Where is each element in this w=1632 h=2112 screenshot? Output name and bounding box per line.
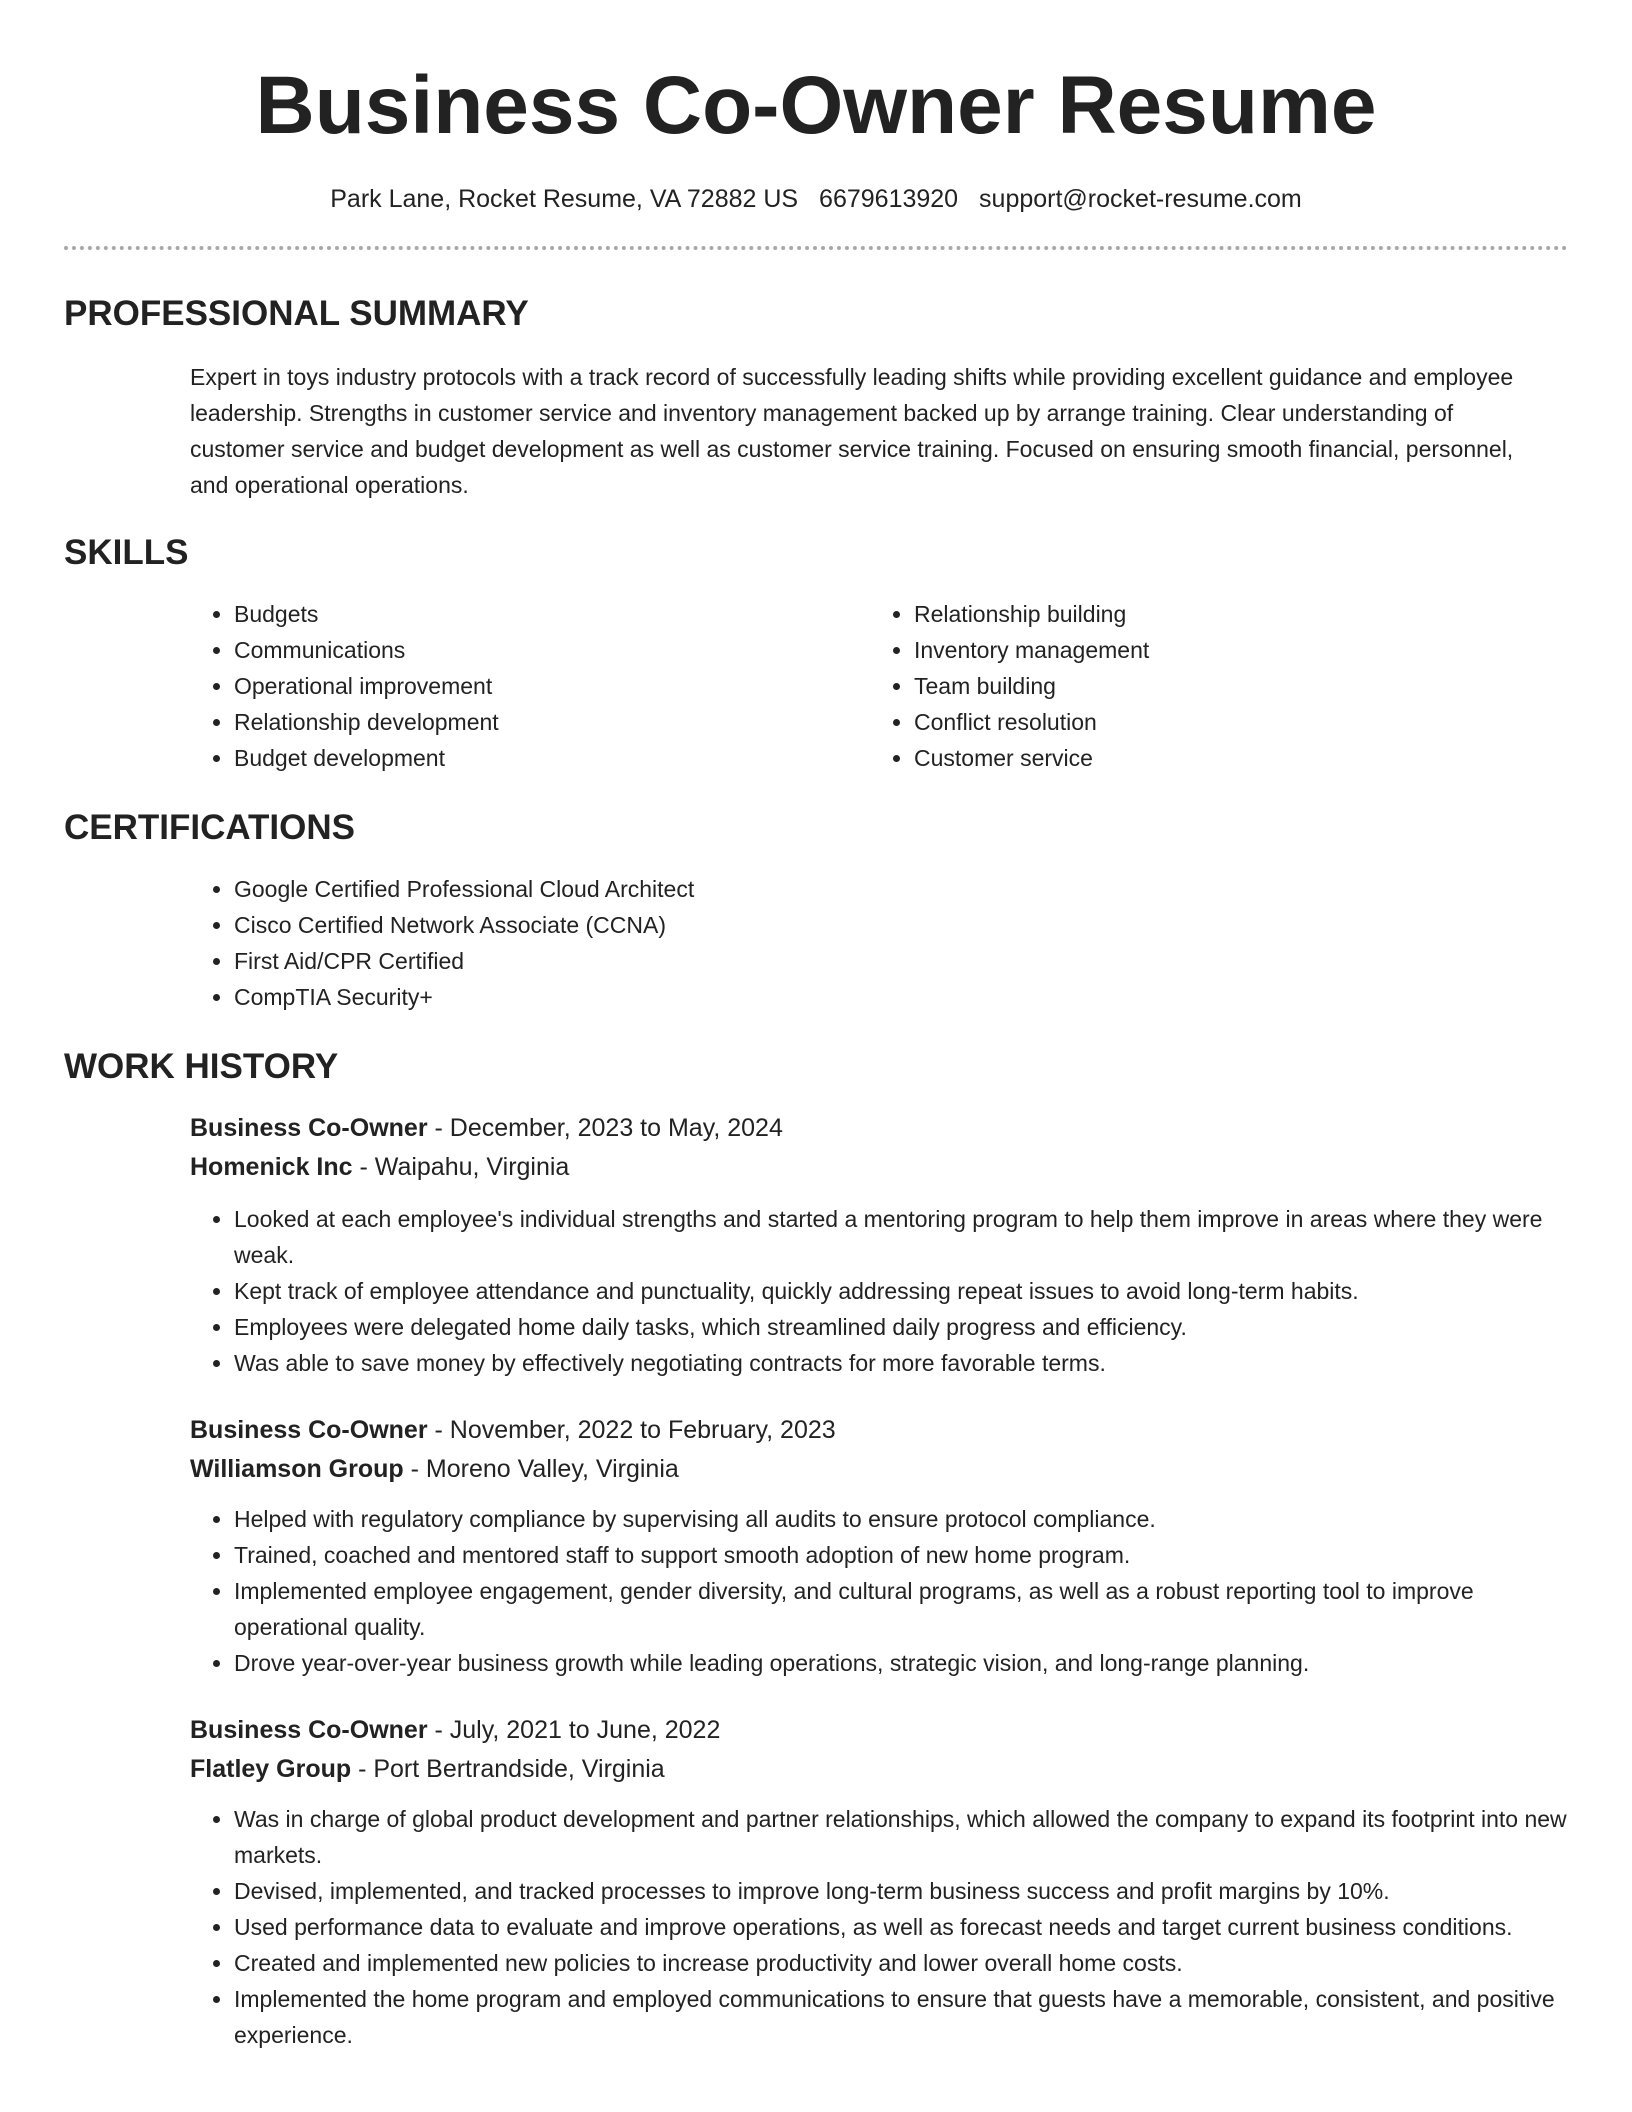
job-entry <box>64 1411 1568 1681</box>
job-duty: • Employees were delegated home daily tasks, which streamlined daily progress and efficiency. <box>234 1309 1568 1345</box>
contact-email: support@rocket-resume.com <box>979 185 1302 213</box>
job-company-line <box>190 1148 1568 1187</box>
skills-heading: SKILLS <box>64 533 189 572</box>
job-duty: • Implemented the home program and employed communications to ensure that guests have a memorable, consistent, and positive experience. <box>234 1981 1568 2053</box>
skill-item: • Operational improvement <box>234 668 870 704</box>
skill-item: • Relationship building <box>914 596 1550 632</box>
skill-item: • Relationship development <box>234 704 870 740</box>
summary-block <box>64 359 1568 503</box>
job-company: Flatley Group <box>190 1755 352 1783</box>
skill-item: • Communications <box>234 632 870 668</box>
job-duties <box>190 1201 1568 1381</box>
summary-heading: PROFESSIONAL SUMMARY <box>64 294 529 333</box>
job-dates: - July, 2021 to June, 2022 <box>427 1716 721 1744</box>
skills-block <box>64 596 1568 776</box>
skill-item: • Conflict resolution <box>914 704 1550 740</box>
certification-item: • Google Certified Professional Cloud Architect <box>234 871 1568 907</box>
resume-title: Business Co-Owner Resume <box>255 60 1377 151</box>
header-divider <box>64 246 1568 250</box>
job-company-line <box>190 1450 1568 1489</box>
job-title: Business Co-Owner <box>190 1416 428 1444</box>
job-title: Business Co-Owner <box>190 1114 428 1142</box>
job-entry <box>64 1711 1568 2053</box>
job-duty: • Was able to save money by effectively negotiating contracts for more favorable terms. <box>234 1345 1568 1381</box>
certification-item: • Cisco Certified Network Associate (CCNA) <box>234 907 1568 943</box>
job-duty: • Implemented employee engagement, gender diversity, and cultural programs, as well as a robust reporting tool to improve operational quality. <box>234 1573 1568 1645</box>
job-duty: • Created and implemented new policies to increase productivity and lower overall home costs. <box>234 1945 1568 1981</box>
job-duty: • Used performance data to evaluate and improve operations, as well as forecast needs and target current business conditions. <box>234 1909 1568 1945</box>
job-company: Homenick Inc <box>190 1153 353 1181</box>
skill-item: • Inventory management <box>914 632 1550 668</box>
skill-item: • Budgets <box>234 596 870 632</box>
skill-item: • Budget development <box>234 740 870 776</box>
certification-item: • CompTIA Security+ <box>234 979 1568 1015</box>
job-duty: • Devised, implemented, and tracked processes to improve long-term business success and profit margins by 10%. <box>234 1873 1568 1909</box>
job-location: - Waipahu, Virginia <box>352 1153 570 1181</box>
job-duty: • Drove year-over-year business growth while leading operations, strategic vision, and long-range planning. <box>234 1645 1568 1681</box>
job-title-line <box>190 1109 1568 1148</box>
job-duties <box>190 1501 1568 1681</box>
skills-column-left <box>190 596 870 776</box>
job-duty: • Was in charge of global product development and partner relationships, which allowed the company to expand its footprint into new markets. <box>234 1801 1568 1873</box>
job-title-line <box>190 1711 1568 1750</box>
contact-address: Park Lane, Rocket Resume, VA 72882 US <box>330 185 799 213</box>
job-company: Williamson Group <box>190 1455 404 1483</box>
job-entry <box>64 1109 1568 1381</box>
job-title-line <box>190 1411 1568 1450</box>
summary-text: Expert in toys industry protocols with a track record of successfully leading shifts while providing excellent guidance and employee leadership. Strengths in customer service and inventory management backed up by arrange training. Clear understanding of customer service and budget development as well as customer service training. Focused on ensuring smooth financial, personnel, and operational operations. <box>190 364 1514 498</box>
skill-item: • Customer service <box>914 740 1550 776</box>
certification-item: • First Aid/CPR Certified <box>234 943 1568 979</box>
job-duty: • Kept track of employee attendance and punctuality, quickly addressing repeat issues to avoid long-term habits. <box>234 1273 1568 1309</box>
job-dates: - November, 2022 to February, 2023 <box>427 1416 836 1444</box>
job-duty: • Trained, coached and mentored staff to support smooth adoption of new home program. <box>234 1537 1568 1573</box>
work-history-heading: WORK HISTORY <box>64 1047 339 1086</box>
contact-phone: 6679613920 <box>819 185 959 213</box>
job-duty: • Looked at each employee's individual strengths and started a mentoring program to help them improve in areas where they were weak. <box>234 1201 1568 1273</box>
job-duty: • Helped with regulatory compliance by supervising all audits to ensure protocol compliance. <box>234 1501 1568 1537</box>
skill-item: • Team building <box>914 668 1550 704</box>
certifications-block <box>64 871 1568 1015</box>
job-title: Business Co-Owner <box>190 1716 428 1744</box>
job-location: - Moreno Valley, Virginia <box>403 1455 679 1483</box>
job-duties <box>190 1801 1568 2053</box>
job-location: - Port Bertrandside, Virginia <box>351 1755 665 1783</box>
certifications-heading: CERTIFICATIONS <box>64 808 356 847</box>
job-company-line <box>190 1750 1568 1789</box>
job-dates: - December, 2023 to May, 2024 <box>427 1114 783 1142</box>
skills-column-right <box>870 596 1550 776</box>
contact-line <box>64 182 1568 216</box>
